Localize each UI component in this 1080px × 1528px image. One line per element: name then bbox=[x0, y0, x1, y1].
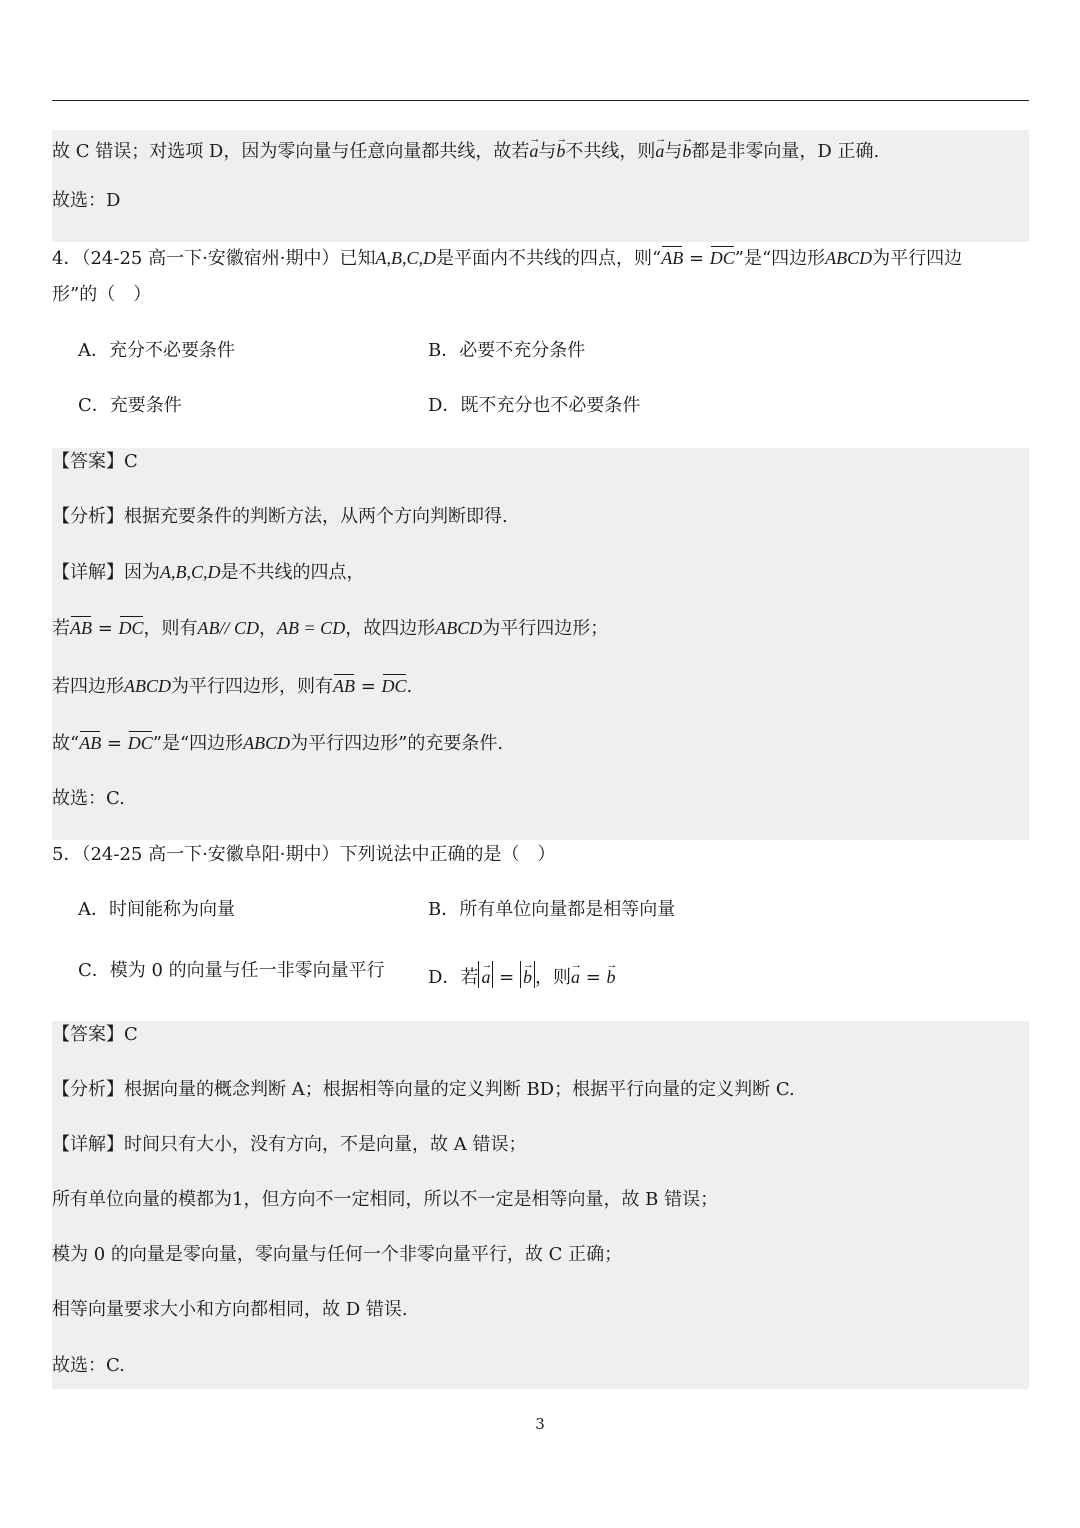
q5-stem: 5．（24-25 高一下·安徽阜阳·期中）下列说法中正确的是（ ） bbox=[52, 844, 556, 865]
q5-detail-4: 相等向量要求大小和方向都相同，故 D 错误. bbox=[52, 1299, 408, 1320]
q5-option-c[interactable]: C．模为 0 的向量与任一非零向量平行 bbox=[78, 960, 385, 981]
q4-analysis: 【分析】根据充要条件的判断方法，从两个方向判断即得. bbox=[52, 506, 508, 527]
q5-analysis: 【分析】根据向量的概念判断 A；根据相等向量的定义判断 BD；根据平行向量的定义判断 C. bbox=[52, 1079, 795, 1100]
q4-option-b[interactable]: B．必要不充分条件 bbox=[428, 340, 586, 361]
q4-option-a[interactable]: A．充分不必要条件 bbox=[78, 340, 235, 361]
q4-answer: 【答案】C bbox=[52, 451, 138, 472]
header-rule bbox=[52, 100, 1029, 101]
q5-option-d[interactable]: D．若→ a = → b ，则→ a = → b bbox=[428, 958, 616, 991]
q5-detail-3: 模为 0 的向量是零向量，零向量与任何一个非零向量平行，故 C 正确； bbox=[52, 1244, 623, 1265]
q4-detail-line2: 若四边形ABCD为平行四边形，则有AB = DC. bbox=[52, 673, 412, 700]
q4-detail-line3: 故“AB = DC”是“四边形ABCD为平行四边形”的充要条件. bbox=[52, 730, 503, 757]
q4-option-c[interactable]: C．充要条件 bbox=[78, 395, 182, 416]
q5-option-a[interactable]: A．时间能称为向量 bbox=[78, 899, 235, 920]
q5-option-b[interactable]: B．所有单位向量都是相等向量 bbox=[428, 899, 676, 920]
prev-solution-line: 故 C 错误；对选项 D，因为零向量与任意向量都共线，故若→ a与→ b不共线，则→ a与→ b都是非零向量，D 正确. bbox=[52, 132, 879, 165]
q4-detail-line1: 若AB = DC，则有AB// CD，AB = CD，故四边形ABCD为平行四边形； bbox=[52, 615, 608, 642]
q4-option-d[interactable]: D．既不充分也不必要条件 bbox=[428, 395, 641, 416]
q5-detail-1: 【详解】时间只有大小，没有方向，不是向量，故 A 错误； bbox=[52, 1134, 527, 1155]
page-number: 3 bbox=[535, 1415, 545, 1433]
q4-stem-line2: 形”的（ ） bbox=[52, 284, 152, 305]
q5-conclusion: 故选：C. bbox=[52, 1355, 125, 1376]
q4-stem-line1: 4．（24-25 高一下·安徽宿州·期中）已知A,B,C,D是平面内不共线的四点，则“AB = DC”是“四边形ABCD为平行四边 bbox=[52, 245, 962, 272]
prev-conclusion: 故选：D bbox=[52, 190, 121, 211]
q5-detail-2: 所有单位向量的模都为1，但方向不一定相同，所以不一定是相等向量，故 B 错误； bbox=[52, 1189, 719, 1210]
q5-answer: 【答案】C bbox=[52, 1024, 138, 1045]
q4-conclusion: 故选：C. bbox=[52, 788, 125, 809]
q4-detail-intro: 【详解】因为A,B,C,D是不共线的四点， bbox=[52, 562, 365, 583]
